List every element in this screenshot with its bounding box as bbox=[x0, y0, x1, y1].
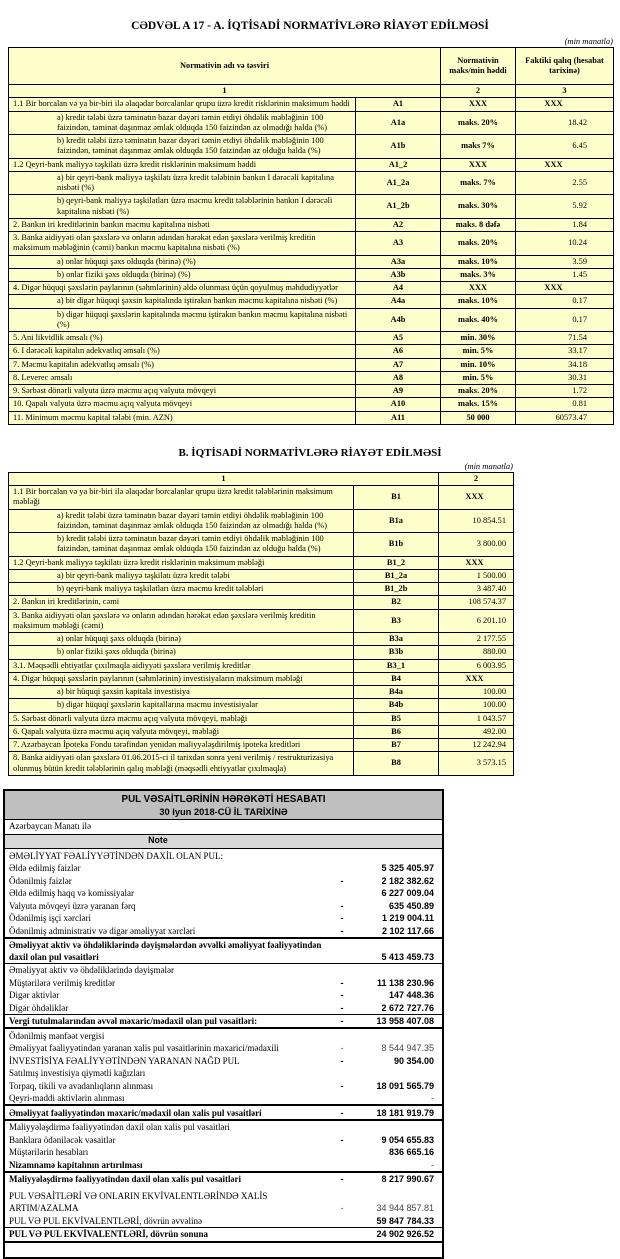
cashflow-row-value: 635 450.89 bbox=[388, 900, 434, 911]
norm-limit-cell: min. 5% bbox=[441, 371, 516, 384]
cashflow-row bbox=[5, 1228, 442, 1243]
norm-code-cell: B3b bbox=[354, 646, 439, 659]
norm-value-cell: 5.92 bbox=[516, 195, 614, 219]
cashflow-row bbox=[5, 1092, 442, 1105]
norm-limit-cell: maks. 30% bbox=[441, 195, 516, 219]
norm-code-cell: A4a bbox=[356, 295, 441, 308]
cashflow-row-label: Ödənilmiş işçi xərcləri bbox=[9, 913, 91, 924]
norm-value-cell: 0.81 bbox=[516, 398, 614, 411]
cashflow-row-value: 2 102 117.66 bbox=[381, 925, 434, 936]
cashflow-row-sign: - bbox=[340, 1055, 344, 1066]
norm-value-cell: XXX bbox=[516, 158, 614, 171]
norm-b-row bbox=[9, 659, 514, 672]
norm-limit-cell: maks. 10% bbox=[441, 255, 516, 268]
norm-value-cell: 30.31 bbox=[516, 371, 614, 384]
norm-desc-cell: 10. Qapalı valyuta üzrə məcmu açıq valyuta mövqeyi bbox=[9, 398, 356, 411]
norm-desc-cell: 7. Azərbaycan İpoteka Fondu tərəfindən yenidən maliyyələşdirilmiş ipoteka kreditləri bbox=[9, 739, 354, 752]
norm-code-cell: B1a bbox=[354, 509, 439, 533]
norm-value-cell: 1.45 bbox=[516, 268, 614, 281]
cashflow-row bbox=[5, 937, 442, 964]
table-a-colnum-1: 1 bbox=[9, 85, 441, 98]
norm-b-row bbox=[9, 596, 514, 609]
table-a-header-name: Normativin adı və təsviri bbox=[9, 48, 441, 85]
norm-b-row bbox=[9, 739, 514, 752]
norm-code-cell: B4b bbox=[354, 699, 439, 712]
norm-a-row bbox=[9, 195, 614, 219]
norm-code-cell: B1b bbox=[354, 533, 439, 557]
norm-desc-cell: b) digər hüquqi şəxslərin kapitallarına məcmu investisiyalar bbox=[9, 699, 354, 712]
cashflow-row-sign: - bbox=[340, 1203, 344, 1214]
norm-desc-cell: b) digər hüquqi şəxslərin kapitalında məcmu iştirakın bankın məcmu kapitalına nisbəti (%) bbox=[9, 308, 356, 332]
cashflow-row-label: PUL VƏ PUL EKVİVALENTLƏRİ, dövrün əvvəlinə bbox=[9, 1215, 202, 1226]
norm-a-row bbox=[9, 411, 614, 424]
norm-code-cell: A7 bbox=[356, 358, 441, 371]
norm-value-cell: 3 487.40 bbox=[439, 583, 514, 596]
norm-desc-cell: a) kredit tələbi üzrə təminatın bazar dəyəri təmin etdiyi öhdəlik məbləğinin 100 faizindən, təminat daşınmaz əmlak olduqda 150 faizindən az olmadığı halda (%) bbox=[9, 509, 354, 533]
cashflow-row-sign: - bbox=[340, 1002, 344, 1013]
cashflow-row-label: Satılmış investisiya qiymətli kağızları bbox=[9, 1068, 146, 1079]
norm-desc-cell: a) onlar hüquqi şəxs olduqda (birinə) (%) bbox=[9, 255, 356, 268]
norm-desc-cell: b) onlar fiziki şəxs olduqda (birinə) bbox=[9, 646, 354, 659]
table-b-unit-note: (min manatla) bbox=[464, 460, 513, 471]
cashflow-row bbox=[5, 1173, 442, 1186]
norm-a-row bbox=[9, 371, 614, 384]
cashflow-row bbox=[5, 849, 442, 862]
cashflow-row-sign: - bbox=[340, 1043, 344, 1054]
cashflow-row bbox=[5, 1104, 442, 1121]
norm-value-cell: 33.17 bbox=[516, 345, 614, 358]
table-b-colnum-2: 2 bbox=[439, 472, 514, 485]
norm-value-cell: 60573.47 bbox=[516, 411, 614, 424]
table-a-header-limit: Normativin maks/min həddi bbox=[441, 48, 516, 85]
cashflow-title: PUL VƏSAİTLƏRİNİN HƏRƏKƏTİ HESABATI bbox=[121, 793, 326, 805]
cashflow-row bbox=[5, 1121, 442, 1134]
norm-code-cell: B3_1 bbox=[354, 659, 439, 672]
table-a-header-actual: Faktiki qalıq (hesabat tarixinə) bbox=[516, 48, 614, 85]
norm-desc-cell: 3.1. Məqsədli ehtiyatlar çıxılmaqla aidiyyəti şəxslərə verilmiş kreditlər bbox=[9, 659, 354, 672]
norm-limit-cell: min. 10% bbox=[441, 358, 516, 371]
norm-value-cell: XXX bbox=[439, 672, 514, 685]
cashflow-row-value: 9 054 655.83 bbox=[381, 1134, 434, 1145]
norm-value-cell: 880.00 bbox=[439, 646, 514, 659]
cashflow-row-label: Əməliyyat aktiv və öhdəliklərində dəyişmələrdən əvvəlki əməliyyat fəaliyyətindən daxil olan pul vəsaitləri bbox=[9, 939, 322, 962]
norm-desc-cell: 6. I dərəcəli kapitalın adekvatlıq əmsalı (%) bbox=[9, 345, 356, 358]
norm-b-row bbox=[9, 699, 514, 712]
norm-value-cell: 34.18 bbox=[516, 358, 614, 371]
norm-value-cell: 10 854.51 bbox=[439, 509, 514, 533]
cashflow-row bbox=[5, 1029, 442, 1042]
norm-a-row bbox=[9, 295, 614, 308]
cashflow-row-value: 90 354.00 bbox=[393, 1055, 434, 1066]
cashflow-row-value: 2 182 382.62 bbox=[381, 875, 434, 886]
norm-value-cell: 3 800.00 bbox=[439, 533, 514, 557]
norm-value-cell: 100.00 bbox=[439, 686, 514, 699]
cashflow-row-label: Maliyyələşdirmə fəaliyyətindən daxil olan xalis pul vəsaitləri bbox=[9, 1174, 241, 1185]
norm-b-row bbox=[9, 712, 514, 725]
norm-b-row bbox=[9, 633, 514, 646]
norm-value-cell: 1.72 bbox=[516, 385, 614, 398]
norm-a-row bbox=[9, 255, 614, 268]
norm-b-row bbox=[9, 646, 514, 659]
norm-limit-cell: maks 7% bbox=[441, 135, 516, 159]
cashflow-date: 30 Iyun 2018-CÜ İL TARİXİNƏ bbox=[159, 806, 288, 817]
norm-value-cell: 2 177.55 bbox=[439, 633, 514, 646]
norm-desc-cell: 2. Bankın iri kreditlərinin bankın məcmu kapitalına nisbəti bbox=[9, 218, 356, 231]
norm-desc-cell: 6. Qapalı valyuta üzrə məcmu açıq valyuta mövqeyi, məbləği bbox=[9, 725, 354, 738]
cashflow-row bbox=[5, 1079, 442, 1092]
norm-b-row bbox=[9, 583, 514, 596]
norm-b-row bbox=[9, 672, 514, 685]
cashflow-row-label: PUL VƏSAİTLƏRİ VƏ ONLARIN EKVİVALENTLƏRİNDƏ XALİS ARTIM/AZALMA bbox=[9, 1191, 268, 1214]
cashflow-row bbox=[5, 1067, 442, 1080]
norm-code-cell: B1_2a bbox=[354, 569, 439, 582]
norm-code-cell: A1_2 bbox=[356, 158, 441, 171]
norm-desc-cell: 11. Minimum məcmu kapital tələbi (min. AZN) bbox=[9, 411, 356, 424]
cashflow-row bbox=[5, 989, 442, 1002]
norm-a-row bbox=[9, 218, 614, 231]
cashflow-row-value: 6 227 009.04 bbox=[381, 888, 434, 899]
norm-limit-cell: maks. 3% bbox=[441, 268, 516, 281]
cashflow-row bbox=[5, 887, 442, 900]
norm-desc-cell: 3. Banka aidiyyəti olan şəxslərə və onların adından hərəkət edən şəxslərə verilmiş kreditin maksimum məbləği (cəmi) bbox=[9, 609, 354, 633]
norm-code-cell: B1_2b bbox=[354, 583, 439, 596]
norm-desc-cell: a) bir qeyri-bank maliyyə təşkilatı üzrə kredit tələbi bbox=[9, 569, 354, 582]
norm-value-cell: XXX bbox=[439, 486, 514, 510]
norm-code-cell: A6 bbox=[356, 345, 441, 358]
cashflow-row-value: 1 219 004.11 bbox=[381, 913, 434, 924]
norm-code-cell: B3a bbox=[354, 633, 439, 646]
norm-value-cell: XXX bbox=[439, 556, 514, 569]
norm-code-cell: A4 bbox=[356, 282, 441, 295]
norm-code-cell: A3 bbox=[356, 232, 441, 256]
cashflow-row-value: 836 665.16 bbox=[388, 1147, 434, 1158]
cashflow-row bbox=[5, 1133, 442, 1146]
cashflow-row-label: Torpaq, tikili və avadanlıqların alınması bbox=[9, 1080, 154, 1091]
norm-desc-cell: a) kredit tələbi üzrə təminatın bazar dəyəri təmin etdiyi öhdəlik məbləğinin 100 faizindən, təminat daşınmaz əmlak olduqda 150 faizindən az olmadığı halda (%) bbox=[9, 111, 356, 135]
cashflow-row-value: 5 413 459.73 bbox=[381, 951, 434, 962]
norm-b-row bbox=[9, 486, 514, 510]
cashflow-row bbox=[5, 899, 442, 912]
norm-code-cell: B1 bbox=[354, 486, 439, 510]
cashflow-row-value: 8 544 947.35 bbox=[381, 1043, 434, 1054]
norm-code-cell: A2 bbox=[356, 218, 441, 231]
norm-a-row bbox=[9, 171, 614, 195]
cashflow-row bbox=[5, 1014, 442, 1030]
cashflow-row-label: Qeyri-maddi aktivlərin alınması bbox=[9, 1093, 125, 1104]
cashflow-row bbox=[5, 1042, 442, 1055]
cashflow-currency-note: Azərbaycan Manatı ilə bbox=[5, 820, 442, 835]
cashflow-row-label: ƏMƏLİYYAT FƏALİYYƏTİNDƏN DAXİL OLAN PUL: bbox=[9, 850, 223, 861]
norm-code-cell: A1_2a bbox=[356, 171, 441, 195]
norm-code-cell: A9 bbox=[356, 385, 441, 398]
norm-value-cell: 1 043.57 bbox=[439, 712, 514, 725]
norm-desc-cell: a) onlar hüquqi şəxs olduqda (birinə) bbox=[9, 633, 354, 646]
norm-desc-cell: 8. Banka aidiyyəti olan şəxslərə 01.06.2015-ci il tarixdən sonra yeni verilmiş / restrukturizasiya olunmuş bütün kredit tələblərinin qalıq məbləği (məqsədli ehtiyyatlar çıxılmaqla) bbox=[9, 752, 354, 776]
norm-desc-cell: b) kredit tələbi üzrə təminatın bazar dəyəri təmin etdiyi öhdəlik məbləğinin 100 faizindən, təminat daşınmaz əmlak olduqda 150 faizindən az olduğu halda (%) bbox=[9, 135, 356, 159]
norm-code-cell: B7 bbox=[354, 739, 439, 752]
norm-desc-cell: a) bir digər hüquqi şəxsin kapitalında iştirakın bankın məcmu kapitalına nisbəti (%) bbox=[9, 295, 356, 308]
table-a bbox=[8, 47, 614, 425]
cashflow-row-value: 18 091 565.79 bbox=[376, 1080, 434, 1091]
norm-a-row bbox=[9, 385, 614, 398]
cashflow-row bbox=[5, 862, 442, 875]
norm-desc-cell: 5. Ani likvidlik əmsalı (%) bbox=[9, 332, 356, 345]
cashflow-statement bbox=[3, 789, 444, 1259]
norm-desc-cell: 9. Sərbəst dönərli valyuta üzrə məcmu açıq valyuta mövqeyi bbox=[9, 385, 356, 398]
norm-desc-cell: 2. Bankın iri kreditlərinin, cəmi bbox=[9, 596, 354, 609]
norm-value-cell: 3 573.15 bbox=[439, 752, 514, 776]
cashflow-row-label: Nizamnamə kapitalının artırılması bbox=[9, 1159, 143, 1170]
cashflow-row-sign: - bbox=[340, 913, 344, 924]
norm-a-row bbox=[9, 358, 614, 371]
norm-b-row bbox=[9, 752, 514, 776]
cashflow-row-label: PUL VƏ PUL EKVİVALENTLƏRİ, dövrün sonuna bbox=[9, 1229, 209, 1240]
norm-desc-cell: 5. Sərbəst dönərli valyuta üzrə məcmu açıq valyuta mövqeyi, məbləği bbox=[9, 712, 354, 725]
norm-value-cell: 100.00 bbox=[439, 699, 514, 712]
norm-limit-cell: maks. 20% bbox=[441, 385, 516, 398]
norm-limit-cell: min. 30% bbox=[441, 332, 516, 345]
norm-limit-cell: maks. 15% bbox=[441, 398, 516, 411]
norm-code-cell: A1a bbox=[356, 111, 441, 135]
norm-value-cell: 6 003.95 bbox=[439, 659, 514, 672]
norm-value-cell: 18.42 bbox=[516, 111, 614, 135]
cashflow-row-sign: - bbox=[340, 1080, 344, 1091]
norm-limit-cell: maks. 20% bbox=[441, 232, 516, 256]
norm-desc-cell: b) onlar fiziki şəxs olduqda (birinə) (%) bbox=[9, 268, 356, 281]
norm-value-cell: XXX bbox=[516, 282, 614, 295]
norm-a-row bbox=[9, 398, 614, 411]
norm-code-cell: B6 bbox=[354, 725, 439, 738]
cashflow-row-label: Banklara ödəniləcək vəsaitlər bbox=[9, 1134, 116, 1145]
norm-code-cell: A5 bbox=[356, 332, 441, 345]
norm-desc-cell: b) qeyri-bank maliyyə təşkilatları üzrə məcmu kredit tələbləri bbox=[9, 583, 354, 596]
norm-code-cell: B3 bbox=[354, 609, 439, 633]
cashflow-row bbox=[5, 1054, 442, 1067]
cashflow-row-label: Əldə edilmiş faizlər bbox=[9, 863, 81, 874]
norm-value-cell: 6 201.10 bbox=[439, 609, 514, 633]
norm-code-cell: A10 bbox=[356, 398, 441, 411]
norm-value-cell: 0.17 bbox=[516, 308, 614, 332]
cashflow-note-column-header: Note bbox=[5, 835, 442, 849]
norm-b-row bbox=[9, 533, 514, 557]
cashflow-row-label: Əməliyyat fəaliyyətindən yaranan xalis pul vəsaitlərinin məxarici/mədaxili bbox=[9, 1043, 279, 1054]
norm-b-row bbox=[9, 686, 514, 699]
cashflow-row-label: İNVESTİSİYA FƏALİYYƏTİNDƏN YARANAN NAĞD PUL bbox=[9, 1055, 240, 1066]
table-a-title: CƏDVƏL A 17 - A. İQTİSADİ NORMATİVLƏRƏ RİAYƏT EDİLMƏSİ bbox=[131, 20, 489, 32]
cashflow-row-value: 24 902 926.52 bbox=[376, 1229, 434, 1240]
table-b-colnum-row bbox=[9, 472, 514, 485]
cashflow-row bbox=[5, 964, 442, 977]
norm-a-row bbox=[9, 268, 614, 281]
norm-a-row bbox=[9, 345, 614, 358]
norm-b-row bbox=[9, 556, 514, 569]
cashflow-row-sign: - bbox=[340, 1107, 344, 1118]
cashflow-row-label: Digər öhdəliklər bbox=[9, 1002, 69, 1013]
norm-code-cell: B4a bbox=[354, 686, 439, 699]
cashflow-row bbox=[5, 1146, 442, 1159]
table-a-header-row bbox=[9, 48, 614, 85]
norm-code-cell: A1 bbox=[356, 98, 441, 111]
norm-code-cell: A3b bbox=[356, 268, 441, 281]
norm-desc-cell: 1.1 Bir borcalan və ya bir-biri ilə əlaqədar borcalanlar qrupu üzrə kredit tələblərinin maksimum məbləği bbox=[9, 486, 354, 510]
norm-limit-cell: XXX bbox=[441, 98, 516, 111]
norm-limit-cell: min. 5% bbox=[441, 345, 516, 358]
cashflow-row-label: Əməliyyat fəaliyyətindən məxaric/mədaxil olan xalis pul vəsaitləri bbox=[9, 1107, 262, 1118]
cashflow-row bbox=[5, 924, 442, 937]
norm-code-cell: B1_2 bbox=[354, 556, 439, 569]
cashflow-row-value: 34 944 857.81 bbox=[376, 1203, 434, 1214]
cashflow-row-value: - bbox=[431, 1093, 434, 1104]
cashflow-row-sign: - bbox=[340, 990, 344, 1001]
norm-desc-cell: a) bir qeyri-bank maliyyə təşkilatı üzrə kredit tələbinin bankın I dərəcəli kapitalına nisbəti (%) bbox=[9, 171, 356, 195]
norm-value-cell: 2.55 bbox=[516, 171, 614, 195]
norm-a-row bbox=[9, 135, 614, 159]
norm-desc-cell: b) qeyri-bank maliyyə təşkilatları üzrə məcmu kredit tələblərinin bankın I dərəcəli kapitalına nisbəti (%) bbox=[9, 195, 356, 219]
norm-value-cell: 6.45 bbox=[516, 135, 614, 159]
cashflow-row-value: 147 448.36 bbox=[388, 990, 434, 1001]
norm-code-cell: A8 bbox=[356, 371, 441, 384]
norm-desc-cell: 7. Məcmu kapitalın adekvatlıq əmsalı (%) bbox=[9, 358, 356, 371]
norm-desc-cell: 1.2 Qeyri-bank maliyyə təşkilatı üzrə kredit risklərinin maksimum həddi bbox=[9, 158, 356, 171]
norm-code-cell: B5 bbox=[354, 712, 439, 725]
norm-code-cell: A3a bbox=[356, 255, 441, 268]
norm-code-cell: A1_2b bbox=[356, 195, 441, 219]
cashflow-row-label: Müştərilərin hesabları bbox=[9, 1147, 89, 1158]
cashflow-row-value: 59 847 784.33 bbox=[376, 1215, 434, 1226]
cashflow-row-sign: - bbox=[340, 1016, 344, 1027]
cashflow-row-sign: - bbox=[340, 875, 344, 886]
norm-value-cell: 108 574.37 bbox=[439, 596, 514, 609]
cashflow-rows bbox=[5, 849, 442, 1242]
norm-desc-cell: 4. Digər hüquqi şəxslərin paylarının (səhmlərinin) investisiyaların maksimum məbləği bbox=[9, 672, 354, 685]
cashflow-row bbox=[5, 1190, 442, 1214]
cashflow-row-label: Vergi tutulmalarından əvvəl məxaric/mədaxil olan pul vəsaitləri: bbox=[9, 1016, 258, 1027]
norm-a-row bbox=[9, 158, 614, 171]
cashflow-row-sign: - bbox=[340, 925, 344, 936]
norm-b-row bbox=[9, 509, 514, 533]
cashflow-row bbox=[5, 912, 442, 925]
cashflow-empty-row bbox=[5, 1243, 442, 1257]
norm-desc-cell: 8. Leverec əmsalı bbox=[9, 371, 356, 384]
norm-a-row bbox=[9, 232, 614, 256]
norm-a-row bbox=[9, 111, 614, 135]
cashflow-row bbox=[5, 1001, 442, 1014]
cashflow-row-label: Əldə edilmiş haqq və komissiyalar bbox=[9, 888, 134, 899]
cashflow-row-label: Maliyyələşdirmə fəaliyyətindən daxil olan xalis pul vəsaitləri bbox=[9, 1122, 230, 1133]
cashflow-row-label: Valyuta mövqeyi üzrə yaranan fərq bbox=[9, 900, 136, 911]
norm-limit-cell: XXX bbox=[441, 282, 516, 295]
norm-b-row bbox=[9, 569, 514, 582]
table-a-colnum-2: 2 bbox=[441, 85, 516, 98]
cashflow-row-label: Müştərilərə verilmiş kreditlər bbox=[9, 977, 115, 988]
cashflow-row-value: 13 958 407.08 bbox=[376, 1016, 434, 1027]
table-a-colnum-row bbox=[9, 85, 614, 98]
cashflow-row-label: Ödənilmiş administrativ və digər əməliyyat xərcləri bbox=[9, 925, 196, 936]
norm-code-cell: A1b bbox=[356, 135, 441, 159]
norm-value-cell: 1 500.00 bbox=[439, 569, 514, 582]
norm-code-cell: B2 bbox=[354, 596, 439, 609]
norm-limit-cell: maks. 20% bbox=[441, 111, 516, 135]
cashflow-row bbox=[5, 1215, 442, 1229]
norm-value-cell: XXX bbox=[516, 98, 614, 111]
norm-desc-cell: b) kredit tələbi üzrə təminatın bazar dəyəri təmin etdiyi öhdəlik məbləğinin 100 faizindən, təminat daşınmaz əmlak olduqda 150 faizindən az olduğu halda (%) bbox=[9, 533, 354, 557]
norm-desc-cell: 4. Digər hüquqi şəxslərin paylarının (səhmlərinin) əldə olunması üçün qoyulmuş məhdudiyyətlər bbox=[9, 282, 356, 295]
cashflow-row bbox=[5, 874, 442, 887]
norm-limit-cell: maks. 40% bbox=[441, 308, 516, 332]
norm-a-row bbox=[9, 308, 614, 332]
norm-limit-cell: maks. 7% bbox=[441, 171, 516, 195]
cashflow-row-value: - bbox=[431, 1159, 434, 1170]
cashflow-row-value: 5 325 405.97 bbox=[381, 863, 434, 874]
norm-value-cell: 71.54 bbox=[516, 332, 614, 345]
table-b bbox=[8, 472, 514, 776]
cashflow-row-value: 18 181 919.79 bbox=[376, 1107, 434, 1118]
cashflow-row-value: 11 138 230.96 bbox=[376, 977, 434, 988]
norm-code-cell: B4 bbox=[354, 672, 439, 685]
norm-desc-cell: 3. Banka aidiyyəti olan şəxslərə və onların adından hərəkət edən şəxslərə verilmiş kreditin maksimum məbləğinin (cəmi) bankın məcmu kapitalına nisbəti (%) bbox=[9, 232, 356, 256]
norm-limit-cell: 50 000 bbox=[441, 411, 516, 424]
norm-a-row bbox=[9, 98, 614, 111]
cashflow-row-label: Digər aktivlər bbox=[9, 990, 60, 1001]
norm-limit-cell: maks. 8 dəfə bbox=[441, 218, 516, 231]
norm-limit-cell: XXX bbox=[441, 158, 516, 171]
norm-limit-cell: maks. 10% bbox=[441, 295, 516, 308]
cashflow-row-sign: - bbox=[340, 900, 344, 911]
table-a-unit-note: (min manatla) bbox=[564, 36, 613, 46]
norm-value-cell: 12 242.94 bbox=[439, 739, 514, 752]
cashflow-row-sign: - bbox=[340, 1174, 344, 1185]
table-b-title: B. İQTİSADİ NORMATİVLƏRƏ RİAYƏT EDİLMƏSİ bbox=[178, 446, 442, 459]
norm-value-cell: 0.17 bbox=[516, 295, 614, 308]
cashflow-row-value: 8 217 990.67 bbox=[381, 1174, 434, 1185]
cashflow-row bbox=[5, 1158, 442, 1173]
cashflow-row-label: Ödənilmiş mənfəət vergisi bbox=[9, 1030, 105, 1041]
cashflow-row-value: 2 672 727.76 bbox=[381, 1002, 434, 1013]
cashflow-row-label: Əməliyyat aktiv və öhdəliklərində dəyişmələr bbox=[9, 965, 174, 976]
norm-value-cell: 1.84 bbox=[516, 218, 614, 231]
norm-desc-cell: 1.2 Qeyri-bank maliyyə təşkilatı üzrə kredit risklərinin maksimum məbləği bbox=[9, 556, 354, 569]
norm-b-row bbox=[9, 609, 514, 633]
norm-value-cell: 10.24 bbox=[516, 232, 614, 256]
norm-a-row bbox=[9, 332, 614, 345]
norm-code-cell: A11 bbox=[356, 411, 441, 424]
norm-value-cell: 3.59 bbox=[516, 255, 614, 268]
table-b-colnum-1: 1 bbox=[9, 472, 439, 485]
norm-desc-cell: a) bir hüquqi şəxsin kapitala investisiya bbox=[9, 686, 354, 699]
norm-value-cell: 492.00 bbox=[439, 725, 514, 738]
cashflow-row bbox=[5, 976, 442, 989]
document-page bbox=[0, 20, 620, 1240]
norm-desc-cell: 1.1 Bir borcalan və ya bir-biri ilə əlaqədar borcalanlar qrupu üzrə kredit risklərinin maksimum həddi bbox=[9, 98, 356, 111]
norm-b-row bbox=[9, 725, 514, 738]
cashflow-header bbox=[5, 791, 442, 821]
table-a-colnum-3: 3 bbox=[516, 85, 614, 98]
cashflow-row-sign: - bbox=[340, 1134, 344, 1145]
cashflow-row-label: Ödənilmiş faizlər bbox=[9, 875, 72, 886]
norm-a-row bbox=[9, 282, 614, 295]
norm-code-cell: A4b bbox=[356, 308, 441, 332]
norm-code-cell: B8 bbox=[354, 752, 439, 776]
cashflow-row-sign: - bbox=[340, 977, 344, 988]
